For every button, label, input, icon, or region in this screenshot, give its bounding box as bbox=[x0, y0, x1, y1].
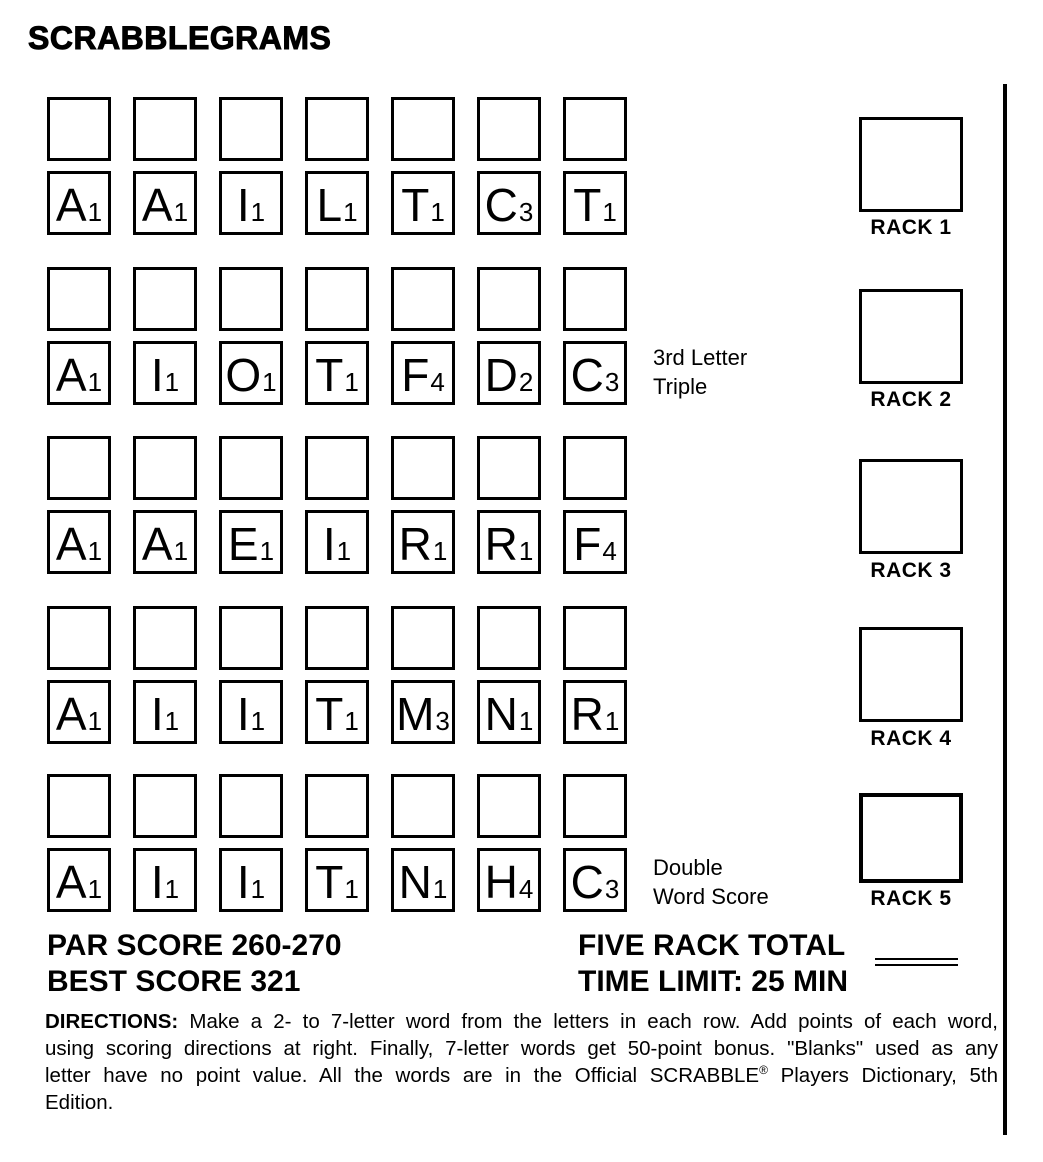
answer-square[interactable] bbox=[563, 267, 627, 331]
rack-score-box-5[interactable] bbox=[859, 793, 963, 883]
letter-tile bbox=[133, 680, 197, 744]
letter-tile bbox=[133, 341, 197, 405]
tile-letter: I bbox=[236, 688, 250, 740]
tile-value: 1 bbox=[432, 874, 448, 904]
answer-square[interactable] bbox=[391, 436, 455, 500]
bonus-note-line: 3rd Letter bbox=[653, 345, 748, 370]
tile-value: 1 bbox=[518, 706, 534, 736]
tile-value: 1 bbox=[173, 536, 189, 566]
bonus-note-line: Double bbox=[653, 855, 723, 880]
letter-tile bbox=[47, 171, 111, 235]
letter-tile bbox=[391, 680, 455, 744]
letter-tile bbox=[391, 341, 455, 405]
rack-score-box-1[interactable] bbox=[859, 117, 963, 212]
letter-tile bbox=[133, 510, 197, 574]
tile-letter: T bbox=[315, 688, 344, 740]
bonus-note-line: Triple bbox=[653, 374, 708, 399]
letter-tile bbox=[477, 341, 541, 405]
letter-tile-row-2 bbox=[47, 341, 627, 405]
answer-square[interactable] bbox=[563, 606, 627, 670]
letter-tile bbox=[47, 848, 111, 912]
letter-tile bbox=[219, 341, 283, 405]
tile-letter: I bbox=[150, 856, 164, 908]
tile-value: 3 bbox=[518, 197, 534, 227]
page-title: SCRABBLEGRAMS bbox=[28, 20, 332, 56]
answer-square[interactable] bbox=[133, 97, 197, 161]
answer-square[interactable] bbox=[219, 606, 283, 670]
tile-letter: T bbox=[573, 179, 602, 231]
puzzle-row-1 bbox=[47, 97, 627, 235]
tile-value: 1 bbox=[87, 367, 103, 397]
answer-square[interactable] bbox=[219, 97, 283, 161]
tile-value: 1 bbox=[164, 874, 180, 904]
tile-value: 1 bbox=[344, 874, 359, 904]
score-summary-right bbox=[578, 928, 848, 1000]
tile-letter: C bbox=[484, 179, 518, 231]
answer-square-row-1 bbox=[47, 97, 627, 161]
tile-value: 3 bbox=[435, 706, 450, 736]
tile-letter: A bbox=[55, 349, 87, 401]
answer-square[interactable] bbox=[477, 267, 541, 331]
tile-letter: N bbox=[484, 688, 518, 740]
tile-value: 1 bbox=[87, 197, 103, 227]
time-limit-text: TIME LIMIT: 25 MIN bbox=[578, 965, 848, 998]
answer-square[interactable] bbox=[133, 436, 197, 500]
answer-square[interactable] bbox=[219, 436, 283, 500]
letter-tile bbox=[133, 171, 197, 235]
five-rack-total-label: FIVE RACK TOTAL bbox=[578, 929, 846, 962]
letter-tile bbox=[477, 848, 541, 912]
rack-score-box-2[interactable] bbox=[859, 289, 963, 384]
puzzle-row-3 bbox=[47, 436, 627, 574]
letter-tile-row-1 bbox=[47, 171, 627, 235]
tile-value: 1 bbox=[250, 874, 266, 904]
answer-square-row-3 bbox=[47, 436, 627, 500]
tile-letter: F bbox=[573, 518, 602, 570]
answer-square-row-2 bbox=[47, 267, 627, 331]
tile-letter: C bbox=[570, 856, 604, 908]
rack-label-4: RACK 4 bbox=[870, 727, 952, 750]
tile-value: 1 bbox=[164, 367, 180, 397]
puzzle-row-4 bbox=[47, 606, 627, 744]
tile-value: 1 bbox=[336, 536, 352, 566]
letter-tile bbox=[563, 341, 627, 405]
tile-letter: D bbox=[484, 349, 518, 401]
tile-value: 1 bbox=[262, 367, 277, 397]
tile-letter: A bbox=[55, 688, 87, 740]
bonus-note-row-2 bbox=[653, 343, 747, 401]
tile-value: 1 bbox=[259, 536, 275, 566]
answer-square[interactable] bbox=[219, 774, 283, 838]
bonus-note-row-5 bbox=[653, 853, 769, 911]
tile-letter: M bbox=[396, 688, 435, 740]
tile-letter: H bbox=[484, 856, 518, 908]
tile-value: 1 bbox=[87, 536, 103, 566]
answer-square[interactable] bbox=[133, 267, 197, 331]
letter-tile bbox=[391, 171, 455, 235]
answer-square[interactable] bbox=[133, 774, 197, 838]
answer-square[interactable] bbox=[47, 97, 111, 161]
tile-letter: C bbox=[570, 349, 604, 401]
tile-letter: L bbox=[316, 179, 343, 231]
tile-value: 1 bbox=[518, 536, 534, 566]
tile-value: 4 bbox=[518, 874, 534, 904]
tile-letter: R bbox=[484, 518, 518, 570]
tile-value: 1 bbox=[250, 706, 266, 736]
tile-letter: A bbox=[55, 856, 87, 908]
tile-value: 1 bbox=[250, 197, 266, 227]
tile-value: 1 bbox=[87, 706, 103, 736]
directions-label: DIRECTIONS: bbox=[45, 1010, 179, 1033]
letter-tile bbox=[219, 680, 283, 744]
tile-value: 1 bbox=[173, 197, 189, 227]
tile-value: 1 bbox=[344, 706, 359, 736]
answer-square[interactable] bbox=[477, 436, 541, 500]
answer-square[interactable] bbox=[563, 97, 627, 161]
tile-value: 1 bbox=[430, 197, 445, 227]
answer-square[interactable] bbox=[47, 774, 111, 838]
answer-square[interactable] bbox=[563, 436, 627, 500]
answer-square[interactable] bbox=[391, 267, 455, 331]
letter-tile-row-3 bbox=[47, 510, 627, 574]
answer-square[interactable] bbox=[305, 97, 369, 161]
letter-tile bbox=[219, 171, 283, 235]
answer-square[interactable] bbox=[305, 774, 369, 838]
answer-square[interactable] bbox=[477, 606, 541, 670]
tile-letter: A bbox=[55, 518, 87, 570]
tile-value: 1 bbox=[602, 197, 617, 227]
letter-tile bbox=[47, 510, 111, 574]
directions-text: Make a 2- to 7-letter word from the letters in each row. Add points of each word, using scoring directions at right. Finally, 7-letter words get 50-point bonus. "Blanks" used as any letter have no point value. All the words are in the Official SCRABBLE bbox=[45, 1010, 998, 1087]
tile-value: 2 bbox=[518, 367, 534, 397]
tile-value: 4 bbox=[602, 536, 617, 566]
tile-letter: A bbox=[141, 179, 173, 231]
directions-text-end: Players Dictionary, 5th Edition. bbox=[45, 1064, 998, 1114]
letter-tile bbox=[563, 510, 627, 574]
letter-tile bbox=[305, 510, 369, 574]
letter-tile bbox=[305, 171, 369, 235]
rack-label-2: RACK 2 bbox=[870, 388, 952, 411]
answer-square[interactable] bbox=[391, 606, 455, 670]
answer-square[interactable] bbox=[477, 774, 541, 838]
tile-letter: A bbox=[55, 179, 87, 231]
tile-value: 1 bbox=[343, 197, 358, 227]
answer-square[interactable] bbox=[477, 97, 541, 161]
rack-label-1: RACK 1 bbox=[870, 216, 952, 239]
tile-letter: R bbox=[398, 518, 432, 570]
tile-value: 4 bbox=[430, 367, 445, 397]
tile-value: 1 bbox=[344, 367, 359, 397]
letter-tile bbox=[305, 341, 369, 405]
answer-square[interactable] bbox=[47, 606, 111, 670]
letter-tile-row-5 bbox=[47, 848, 627, 912]
right-column-divider bbox=[1003, 84, 1007, 1135]
rack-score-box-3[interactable] bbox=[859, 459, 963, 554]
tile-letter: I bbox=[236, 179, 250, 231]
tile-letter: I bbox=[150, 688, 164, 740]
answer-square[interactable] bbox=[391, 774, 455, 838]
letter-tile bbox=[305, 848, 369, 912]
par-score-text: PAR SCORE 260-270 bbox=[47, 929, 342, 962]
letter-tile bbox=[477, 510, 541, 574]
best-score-text: BEST SCORE 321 bbox=[47, 965, 301, 998]
rack-label-5: RACK 5 bbox=[870, 887, 952, 910]
answer-square[interactable] bbox=[47, 436, 111, 500]
answer-square-row-4 bbox=[47, 606, 627, 670]
letter-tile bbox=[219, 848, 283, 912]
letter-tile bbox=[47, 680, 111, 744]
tile-letter: T bbox=[315, 856, 344, 908]
tile-letter: F bbox=[401, 349, 430, 401]
tile-letter: N bbox=[398, 856, 432, 908]
answer-square[interactable] bbox=[305, 267, 369, 331]
registered-trademark-symbol: ® bbox=[759, 1063, 768, 1078]
tile-letter: E bbox=[227, 518, 259, 570]
tile-letter: I bbox=[236, 856, 250, 908]
puzzle-row-5 bbox=[47, 774, 627, 912]
tile-value: 1 bbox=[87, 874, 103, 904]
puzzle-row-2 bbox=[47, 267, 627, 405]
tile-letter: I bbox=[322, 518, 336, 570]
tile-value: 1 bbox=[164, 706, 180, 736]
letter-tile bbox=[563, 848, 627, 912]
answer-square[interactable] bbox=[47, 267, 111, 331]
directions-paragraph bbox=[45, 1008, 998, 1116]
letter-tile bbox=[47, 341, 111, 405]
tile-value: 3 bbox=[604, 874, 620, 904]
rack-label-3: RACK 3 bbox=[870, 559, 952, 582]
answer-square-row-5 bbox=[47, 774, 627, 838]
bonus-note-line: Word Score bbox=[653, 884, 769, 909]
answer-square[interactable] bbox=[391, 97, 455, 161]
tile-letter: T bbox=[401, 179, 430, 231]
tile-value: 1 bbox=[604, 706, 620, 736]
score-summary-left bbox=[47, 928, 342, 1000]
letter-tile bbox=[477, 171, 541, 235]
rack-score-box-4[interactable] bbox=[859, 627, 963, 722]
letter-tile bbox=[219, 510, 283, 574]
tile-letter: O bbox=[225, 349, 262, 401]
letter-tile-row-4 bbox=[47, 680, 627, 744]
letter-tile bbox=[305, 680, 369, 744]
five-rack-total-blank[interactable] bbox=[875, 958, 958, 966]
letter-tile bbox=[391, 510, 455, 574]
tile-value: 1 bbox=[432, 536, 448, 566]
tile-letter: T bbox=[315, 349, 344, 401]
answer-square[interactable] bbox=[563, 774, 627, 838]
answer-square[interactable] bbox=[219, 267, 283, 331]
tile-letter: I bbox=[150, 349, 164, 401]
letter-tile bbox=[563, 171, 627, 235]
tile-letter: A bbox=[141, 518, 173, 570]
tile-value: 3 bbox=[604, 367, 620, 397]
answer-square[interactable] bbox=[133, 606, 197, 670]
letter-tile bbox=[133, 848, 197, 912]
tile-letter: R bbox=[570, 688, 604, 740]
answer-square[interactable] bbox=[305, 436, 369, 500]
letter-tile bbox=[477, 680, 541, 744]
answer-square[interactable] bbox=[305, 606, 369, 670]
letter-tile bbox=[563, 680, 627, 744]
letter-tile bbox=[391, 848, 455, 912]
